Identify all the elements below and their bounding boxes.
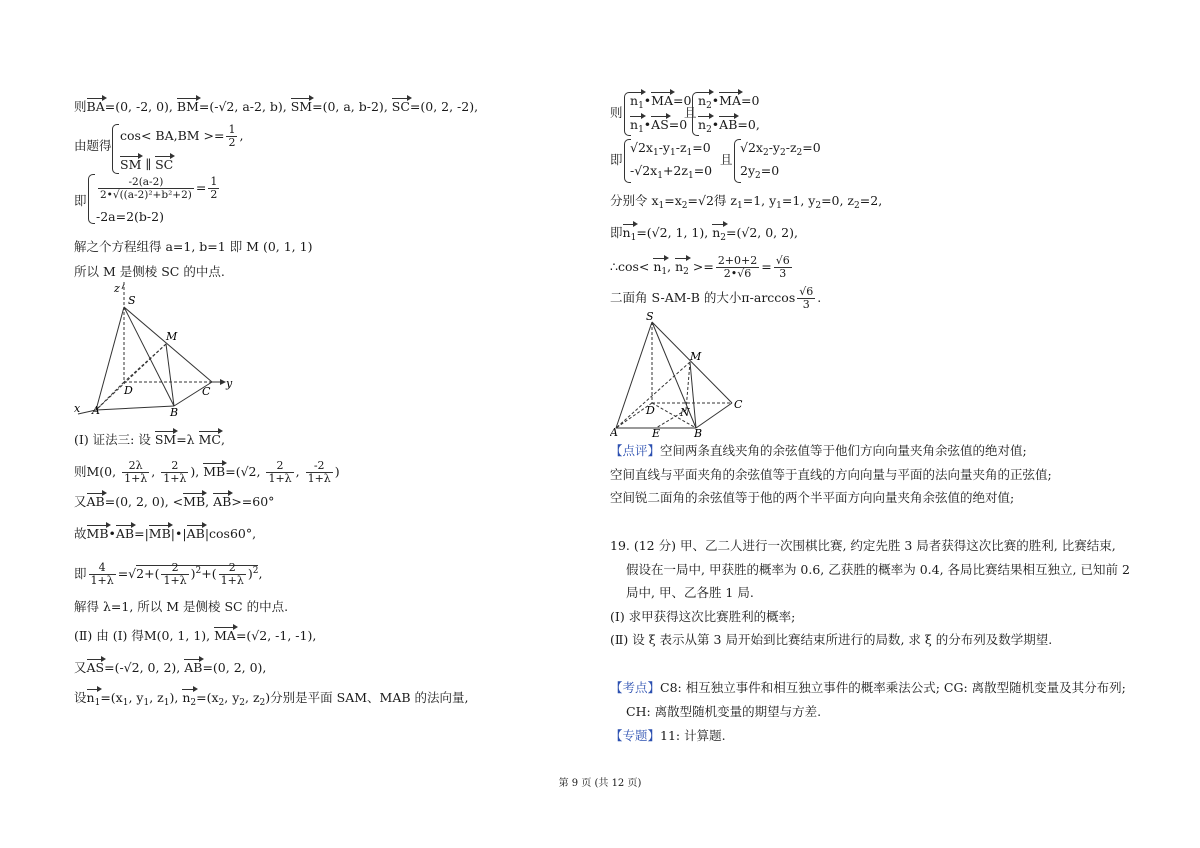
dot-product-line: 故MB•AB=|MB|•|AB|cos60°, (74, 526, 257, 541)
label-B: B (170, 406, 179, 419)
pyramid-figure-left (74, 282, 244, 422)
label-x: x (74, 402, 81, 415)
and-word-2: 且 (720, 152, 733, 167)
eq-r2b: $-√2x_1+2z_1=0$ (630, 163, 713, 181)
review-line-2: 空间直线与平面夹角的余弦值等于直线的方向向量与平面的法向量夹角的正弦值; (610, 467, 1052, 482)
fraction-equation: $\frac{-2(a-2)}{\text{2•√((a-2)²+b²+2)}}$ = $\frac{1}{2}$ (100, 175, 218, 201)
label-E: E (652, 427, 661, 440)
system2-intro: 即 (74, 193, 87, 208)
question-19-part-1: (I) 求甲获得这次比赛胜利的概率; (610, 609, 796, 624)
and-word: 且 (684, 105, 697, 120)
knowledge-point-line-2: CH: 离散型随机变量的期望与方差. (626, 704, 822, 719)
knowledge-tag: 【考点】 (610, 680, 661, 695)
review-line-3: 空间锐二面角的余弦值等于他的两个半平面方向向量夹角余弦值的绝对值; (610, 490, 1015, 505)
label-N: N (680, 406, 690, 419)
eq-r2a: $√2x_1-y_1-z_1=0$ (630, 140, 711, 158)
eq-n1-AS: $n_1•AS=0$ (630, 116, 687, 139)
conclusion-line: 所以 M 是侧棱 SC 的中点. (74, 264, 225, 279)
question-19-line-2: 假设在一局中, 甲获胜的概率为 0.6, 乙获胜的概率为 0.4, 各局比赛结果相互独立, 已知前 2 (626, 562, 1130, 577)
lambda-solution: 解得 λ=1, 所以 M 是侧棱 SC 的中点. (74, 599, 289, 614)
label-A: A (610, 426, 618, 439)
label-C: C (734, 398, 743, 411)
eq-n2-MA: $n_2•MA=0$ (698, 92, 759, 115)
topic-tag: 【专题】 (610, 728, 661, 743)
system-intro: 由题得 (74, 138, 112, 153)
review-line-1: 【点评】空间两条直线夹角的余弦值等于他们方向向量夹角余弦值的绝对值; (610, 443, 1027, 458)
part2-start: (Ⅱ) 由 (Ⅰ) 得M(0, 1, 1), MA=(√2, -1, -1), (74, 628, 317, 643)
brace (88, 174, 95, 224)
review-tag: 【点评】 (610, 443, 661, 458)
page-footer: 第 9 页 (共 12 页) (558, 778, 642, 789)
topic-line: 【专题】11: 计算题. (610, 728, 726, 743)
parallel-condition: SM ∥ SC (120, 157, 174, 172)
eq-n1-MA: $n_1•MA=0$ (630, 92, 691, 115)
point-M-line: 则M(0, $\frac{2\lambda}{1+\lambda}$ , $\frac{2}{1+\lambda}$ ), MB=(√2, $\frac{2}{1+\lambda}$ , $\frac{-2}{1+\lambda}$ ) (74, 459, 340, 485)
label-y: y (226, 377, 233, 390)
proof-method-line: (I) 证法三: 设 SM=λ MC, (74, 432, 225, 447)
solution-line: 解之个方程组得 a=1, b=1 即 M (0, 1, 1) (74, 239, 313, 254)
eq-n2-AB: $n_2•AB=0$, (698, 116, 760, 139)
label-M: M (166, 330, 178, 343)
normal-values-line: 即$n_1=(√2$, 1, 1), $n_2=(√2$, 0, 2), (610, 224, 798, 247)
question-19-part-2: (Ⅱ) 设 ξ 表示从第 3 局开始到比赛结束所进行的局数, 求 ξ 的分布列及数学期望. (610, 632, 1053, 647)
label-S: S (128, 294, 136, 307)
system4-intro: 即 (610, 152, 623, 167)
label-z: z (114, 282, 120, 295)
vector-definitions: 则BA=(0, -2, 0), BM=(-√2, a-2, b), SM=(0, a, b-2), SC=(0, 2, -2), (74, 99, 479, 114)
dihedral-answer: 二面角 S-AM-B 的大小π-arccos $\frac{√6}{3}$ . (610, 285, 822, 311)
vectors-AS-AB: 又AS=(-√2, 0, 2), AB=(0, 2, 0), (74, 660, 267, 675)
label-S: S (646, 310, 654, 323)
lambda-equation: 即 $\frac{4}{1+\lambda}$ =√2+( $\frac{2}{1+\lambda}$ )$^2$+( $\frac{2}{1+\lambda}$ )$^2$, (74, 561, 263, 587)
label-D: D (124, 384, 133, 397)
system3-intro: 则 (610, 105, 623, 120)
angle-line: 又AB=(0, 2, 0), <MB, AB>=60° (74, 494, 275, 509)
cos-normals-line: ∴cos< $n_1$, $n_2$ >= $\frac{2+0+2}{2•√6}$ = $\frac{√6}{3}$ (610, 254, 790, 280)
pyramid-figure-right (610, 310, 750, 440)
eq-r2d: $2y_2=0$ (740, 163, 780, 181)
label-C: C (202, 385, 211, 398)
normal-vectors-line: 设$n_1=(x_1$, $y_1$, $z_1$), $n_2=(x_2$, $y_2$, $z_2$)分别是平面 SAM、MAB 的法向量, (74, 689, 468, 712)
label-D: D (646, 404, 655, 417)
knowledge-point-line-1: 【考点】C8: 相互独立事件和相互独立事件的概率乘法公式; CG: 离散型随机变量及其分布列; (610, 680, 1126, 695)
label-M: M (690, 350, 702, 363)
eq-r2c: $√2x_2-y_2-z_2=0$ (740, 140, 821, 158)
assign-values-line: 分别令 $x_1=x_2=√2$得 $z_1=1$, $y_1=1$, $y_2=0$, $z_2=2$, (610, 193, 883, 211)
question-19-line-1: 19. (12 分) 甲、乙二人进行一次围棋比赛, 约定先胜 3 局者获得这次比赛的胜利, 比赛结束, (610, 538, 1116, 553)
brace (112, 124, 119, 174)
label-B: B (694, 427, 703, 440)
linear-equation: -2a=2(b-2) (96, 209, 164, 224)
cos-equation: cos< BA,BM >= $\frac{1}{2}$ , (120, 123, 244, 149)
question-19-line-3: 局中, 甲、乙各胜 1 局. (626, 585, 754, 600)
label-A: A (92, 404, 100, 417)
